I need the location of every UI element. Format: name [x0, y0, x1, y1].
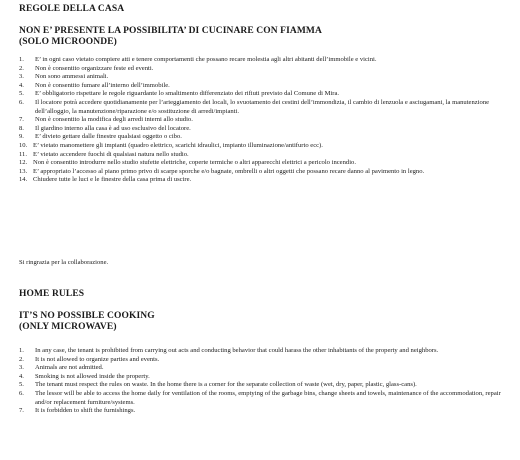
italian-subtitle-line-2: (SOLO MICROONDE)	[19, 37, 117, 47]
italian-rules-list	[19, 56, 505, 185]
rule-item	[19, 142, 505, 151]
rule-number: 2.	[19, 64, 24, 72]
rule-number: 7.	[19, 407, 24, 415]
rule-item	[19, 381, 505, 390]
rule-item	[19, 90, 505, 99]
rule-text: Non è consentito organizzare feste ed eventi.	[35, 64, 154, 72]
rule-item	[19, 116, 505, 125]
english-rules-list	[19, 347, 505, 416]
rule-number: 14.	[19, 176, 28, 184]
rule-number: 7.	[19, 116, 24, 124]
rule-text: Chiudere tutte le luci e le finestre della casa prima di uscire.	[33, 176, 192, 184]
rule-number: 5.	[19, 90, 24, 98]
rule-number: 3.	[19, 364, 24, 372]
rule-number: 1.	[19, 347, 24, 354]
rule-text: The tenant must respect the rules on waste. In the home there is a corner for the separate collection of waste (wet, dry, paper, plastic, glass-cans).	[35, 381, 417, 389]
rule-text: It is forbidden to shift the furnishings.	[35, 407, 136, 415]
rule-number: 8.	[19, 124, 24, 132]
italian-thanks: Si ringrazia per la collaborazione.	[19, 259, 109, 266]
rule-number: 1.	[19, 56, 24, 63]
rule-text: Il giardino interno alla casa è ad uso esclusivo del locatore.	[35, 124, 191, 132]
rule-item	[19, 82, 505, 91]
rule-text: E’ appropriato l’accesso al piano primo privo di scarpe sporche e/o bagnate, ombrelli o altri oggetti che possano recare danno al pavimento in legno.	[33, 167, 425, 175]
rule-number: 6.	[19, 389, 24, 397]
rule-number: 4.	[19, 81, 24, 89]
rule-item	[19, 65, 505, 74]
rule-text: In any case, the tenant is prohibited from carrying out acts and conducting behavior that could harass the other inhabitants of the property and neighbors.	[35, 347, 439, 354]
rule-text: Non sono ammessi animali.	[35, 73, 109, 81]
rule-item	[19, 356, 505, 365]
rule-item	[19, 56, 505, 65]
rule-number: 13.	[19, 167, 28, 175]
rule-item	[19, 99, 505, 116]
rule-item	[19, 407, 505, 416]
rule-text: Non è consentito la modifica degli arredi interni allo studio.	[35, 116, 193, 124]
rule-item	[19, 373, 505, 382]
rule-number: 5.	[19, 381, 24, 389]
rule-item	[19, 176, 505, 185]
rule-item	[19, 347, 505, 356]
rule-number: 12.	[19, 159, 28, 167]
rule-number: 2.	[19, 355, 24, 363]
rule-number: 6.	[19, 98, 24, 106]
rule-item	[19, 151, 505, 160]
rule-item	[19, 133, 505, 142]
rule-text: Non è consentito fumare all’interno dell’immobile.	[35, 81, 170, 89]
rule-number: 9.	[19, 133, 24, 141]
italian-title: REGOLE DELLA CASA	[19, 4, 125, 14]
rule-text: Smoking is not allowed inside the property.	[35, 372, 150, 380]
rule-text: E’ divieto gettare dalle finestre qualsiasi oggetto o cibo.	[35, 133, 182, 141]
rule-text: E’ obbligatorio rispettare le regole riguardante lo smaltimento differenziato dei rifiuti previsto dal Comune di Mira.	[35, 90, 340, 98]
rule-text: E’ vietato manomettere gli impianti (quadro elettrico, scarichi idraulici, impianto illuminazione/antifurto ecc).	[33, 141, 323, 149]
english-subtitle-line-1: IT’S NO POSSIBLE COOKING	[19, 311, 155, 321]
rule-number: 3.	[19, 73, 24, 81]
rule-item	[19, 159, 505, 168]
rule-item	[19, 73, 505, 82]
english-subtitle-line-2: (ONLY MICROWAVE)	[19, 322, 117, 332]
english-title: HOME RULES	[19, 289, 85, 299]
rule-text: It is not allowed to organize parties and events.	[35, 355, 160, 363]
rule-text: E’ in ogni caso vietato compiere atti e tenere comportamenti che possano recare molestia agli altri abitanti dell’immobile e vicini.	[35, 56, 377, 63]
rule-text: Il locatore potrà accedere quotidianamente per l’arieggiamento dei locali, lo svuotamento dei cestini dell’immondizia, il cambio di lenzuola e asciugamani, la manutenzione dell’alloggio, la manutenzione/riparazione e/o sostituzione di arredi/impianti.	[35, 98, 490, 115]
rule-item	[19, 390, 505, 407]
rule-number: 11.	[19, 150, 27, 158]
italian-subtitle-line-1: NON E’ PRESENTE LA POSSIBILITA’ DI CUCINARE CON FIAMMA	[19, 26, 322, 36]
rule-item	[19, 364, 505, 373]
rule-text: Non è consentito introdurre nello studio stufette elettriche, coperte termiche o altri apparecchi elettrici a pericolo incendio.	[33, 159, 356, 167]
rule-item	[19, 125, 505, 134]
rule-number: 10.	[19, 141, 28, 149]
rule-text: E’ vietato accendere fuochi di qualsiasi natura nello studio.	[33, 150, 189, 158]
rule-text: Animals are not admitted.	[35, 364, 104, 372]
rule-item	[19, 168, 505, 177]
rule-number: 4.	[19, 372, 24, 380]
rule-text: The lessor will be able to access the home daily for ventilation of the rooms, emptying of the garbage bins, change sheets and towels, maintenance of the accommodation, repair and/or replacement furniture/systems.	[35, 389, 501, 406]
